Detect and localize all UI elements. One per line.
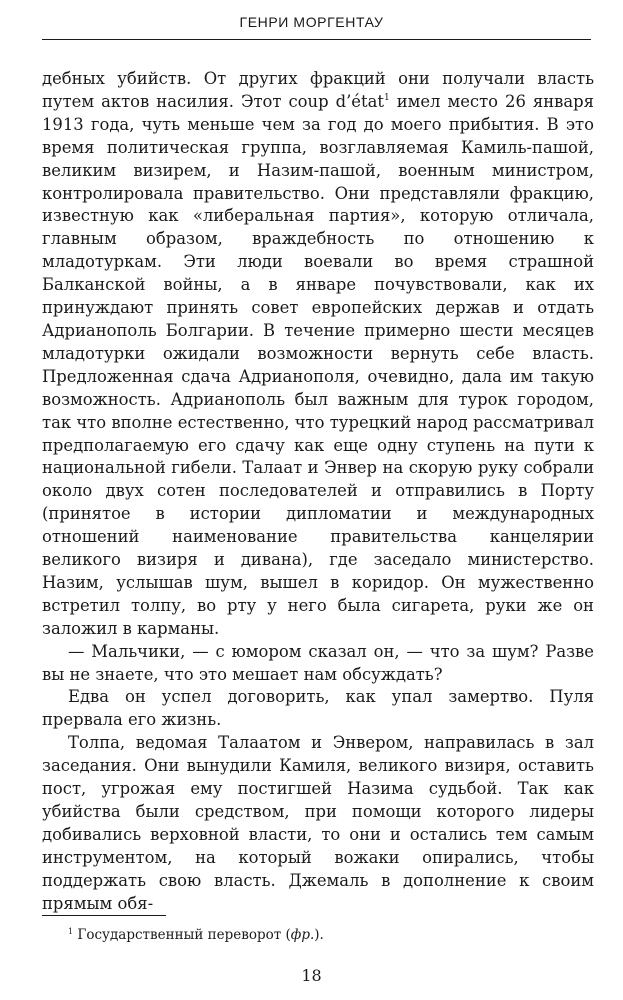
footnote-rule <box>42 915 166 916</box>
running-head: ГЕНРИ МОРГЕНТАУ <box>239 14 384 30</box>
footnote-abbreviation: фр. <box>290 927 315 943</box>
paragraph-3: Едва он успел договорить, как упал замертво. Пуля прервала его жизнь. <box>42 687 594 730</box>
body-text <box>42 68 594 916</box>
footnote <box>68 926 324 944</box>
paragraph-1-start: дебных убийств. От других фракций они получали власть путем актов насилия. Этот coup d’état <box>42 69 594 111</box>
paragraph-1-rest: имел место 26 января 1913 года, чуть меньше чем за год до моего прибытия. В это время политическая группа, возглавляемая Камиль-пашой, великим визирем, и Назим-пашой, военным министром, контролировала правительство. Они представляли фракцию, известную как «либеральная партия», которую отличала, главным образом, враждебность по отношению к младотуркам. Эти люди воевали во время страшной Балканской войны, а в январе почувствовали, как их принуждают принять совет европейских держав и отдать Адрианополь Болгарии. В течение примерно шести месяцев младотурки ожидали возможности вернуть себе власть. Предложенная сдача Адрианополя, очевидно, дала им такую возможность. Адрианополь был важным для турок городом, так что вполне естественно, что турецкий народ рассматривал предполагаемую его сдачу как еще одну ступень на пути к национальной гибели. Талаат и Энвер на скорую руку собрали около двух сотен последователей и отправились в Порту (принятое в истории дипломатии и международных отношений наименование правительства канцелярии великого визиря и дивана), где заседало министерство. Назим, услышав шум, вышел в коридор. Он мужественно встретил толпу, во рту у него была сигарета, руки же он заложил в карманы. <box>42 91 594 638</box>
footnote-text-start: Государственный переворот ( <box>77 927 291 943</box>
footnote-marker: 1 <box>68 927 74 936</box>
paragraph-4: Толпа, ведомая Талаатом и Энвером, направилась в зал заседания. Они вынудили Камиля, великого визиря, оставить пост, угрожая ему постигшей Назима судьбой. Так как убийства были средством, при помощи которого лидеры добивались верховной власти, то они и остались тем самым инструментом, на который вожаки опирались, чтобы поддержать свою власть. Джемаль в дополнение к своим прямым обя- <box>42 733 594 913</box>
header-rule <box>42 39 591 40</box>
footnote-reference: 1 <box>383 92 390 103</box>
paragraph-2: — Мальчики, — с юмором сказал он, — что за шум? Разве вы не знаете, что это мешает нам обсуждать? <box>42 641 594 684</box>
paragraph-1 <box>42 68 594 641</box>
footnote-text-end: ). <box>314 927 324 943</box>
page-number: 18 <box>301 966 322 985</box>
